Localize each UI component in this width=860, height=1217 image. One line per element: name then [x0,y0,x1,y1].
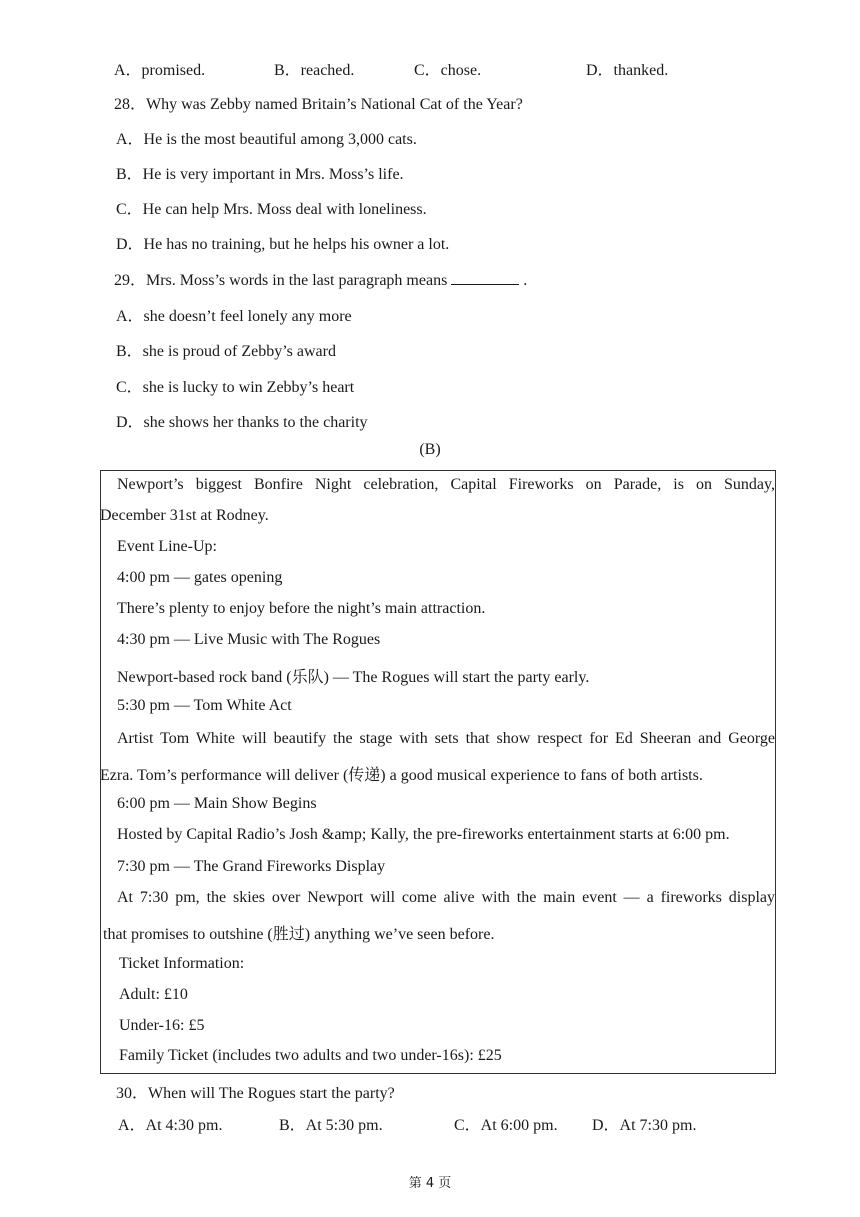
event-1-time: 4:00 pm — gates opening [117,569,283,586]
q30-option-a: A．At 4:30 pm. [118,1117,223,1134]
passage-intro-line1: Newport’s biggest Bonfire Night celebration, Capital Fireworks on Parade, is on Sunday, [117,476,775,493]
event-3-desc-line2: Ezra. Tom’s performance will deliver (传递) a good musical experience to fans of both artists. [100,767,703,784]
q27-option-c: C．chose. [414,62,482,79]
event-5-desc-line2: that promises to outshine (胜过) anything we’ve seen before. [103,926,495,943]
q28-stem: 28．Why was Zebby named Britain’s National Cat of the Year? [114,96,523,113]
q30-option-b: B．At 5:30 pm. [279,1117,383,1134]
passage-box [100,470,776,1074]
q28-option-c: C．He can help Mrs. Moss deal with loneliness. [116,201,427,218]
q28-option-b: B．He is very important in Mrs. Moss’s life. [116,166,404,183]
event-2-time: 4:30 pm — Live Music with The Rogues [117,631,381,648]
q27-options [114,57,714,79]
ticket-family: Family Ticket (includes two adults and two under-16s): £25 [119,1047,502,1064]
event-5-desc-line1: At 7:30 pm, the skies over Newport will come alive with the main event — a fireworks display [117,889,775,906]
q28-option-d: D．He has no training, but he helps his owner a lot. [116,236,450,253]
page-number: 第 4 页 [408,1176,452,1191]
ticket-adult: Adult: £10 [119,986,188,1003]
q29-option-b: B．she is proud of Zebby’s award [116,343,336,360]
answer-blank [451,270,519,285]
q29-stem-text: 29．Mrs. Moss’s words in the last paragraph means [114,272,448,289]
event-4-time: 6:00 pm — Main Show Begins [117,795,317,812]
event-5-time: 7:30 pm — The Grand Fireworks Display [117,858,386,875]
ticket-under16: Under-16: £5 [119,1017,205,1034]
q30-option-c: C．At 6:00 pm. [454,1117,558,1134]
event-3-time: 5:30 pm — Tom White Act [117,697,292,714]
q30-stem: 30．When will The Rogues start the party? [116,1085,395,1102]
q30-options [118,1112,738,1134]
event-2-desc: Newport-based rock band (乐队) — The Rogues will start the party early. [117,669,590,686]
section-label: (B) [419,441,441,458]
q29-stem-end: . [523,272,528,289]
q30-option-d: D．At 7:30 pm. [592,1117,697,1134]
q29-option-a: A．she doesn’t feel lonely any more [116,308,352,325]
q27-option-d: D．thanked. [586,62,669,79]
q29-option-c: C．she is lucky to win Zebby’s heart [116,379,355,396]
passage-intro-line2: December 31st at Rodney. [100,507,269,524]
q29-option-d: D．she shows her thanks to the charity [116,414,368,431]
event-1-desc: There’s plenty to enjoy before the night’s main attraction. [117,600,486,617]
event-4-desc: Hosted by Capital Radio’s Josh &amp; Kally, the pre-fireworks entertainment starts at 6:00 pm. [117,826,730,843]
lineup-heading: Event Line-Up: [117,538,217,555]
q29-stem [114,267,527,290]
q27-option-a: A．promised. [114,62,206,79]
event-3-desc-line1: Artist Tom White will beautify the stage with sets that show respect for Ed Sheeran and George [117,730,775,747]
ticket-heading: Ticket Information: [119,955,245,972]
q27-option-b: B．reached. [274,62,355,79]
q28-option-a: A．He is the most beautiful among 3,000 cats. [116,131,417,148]
